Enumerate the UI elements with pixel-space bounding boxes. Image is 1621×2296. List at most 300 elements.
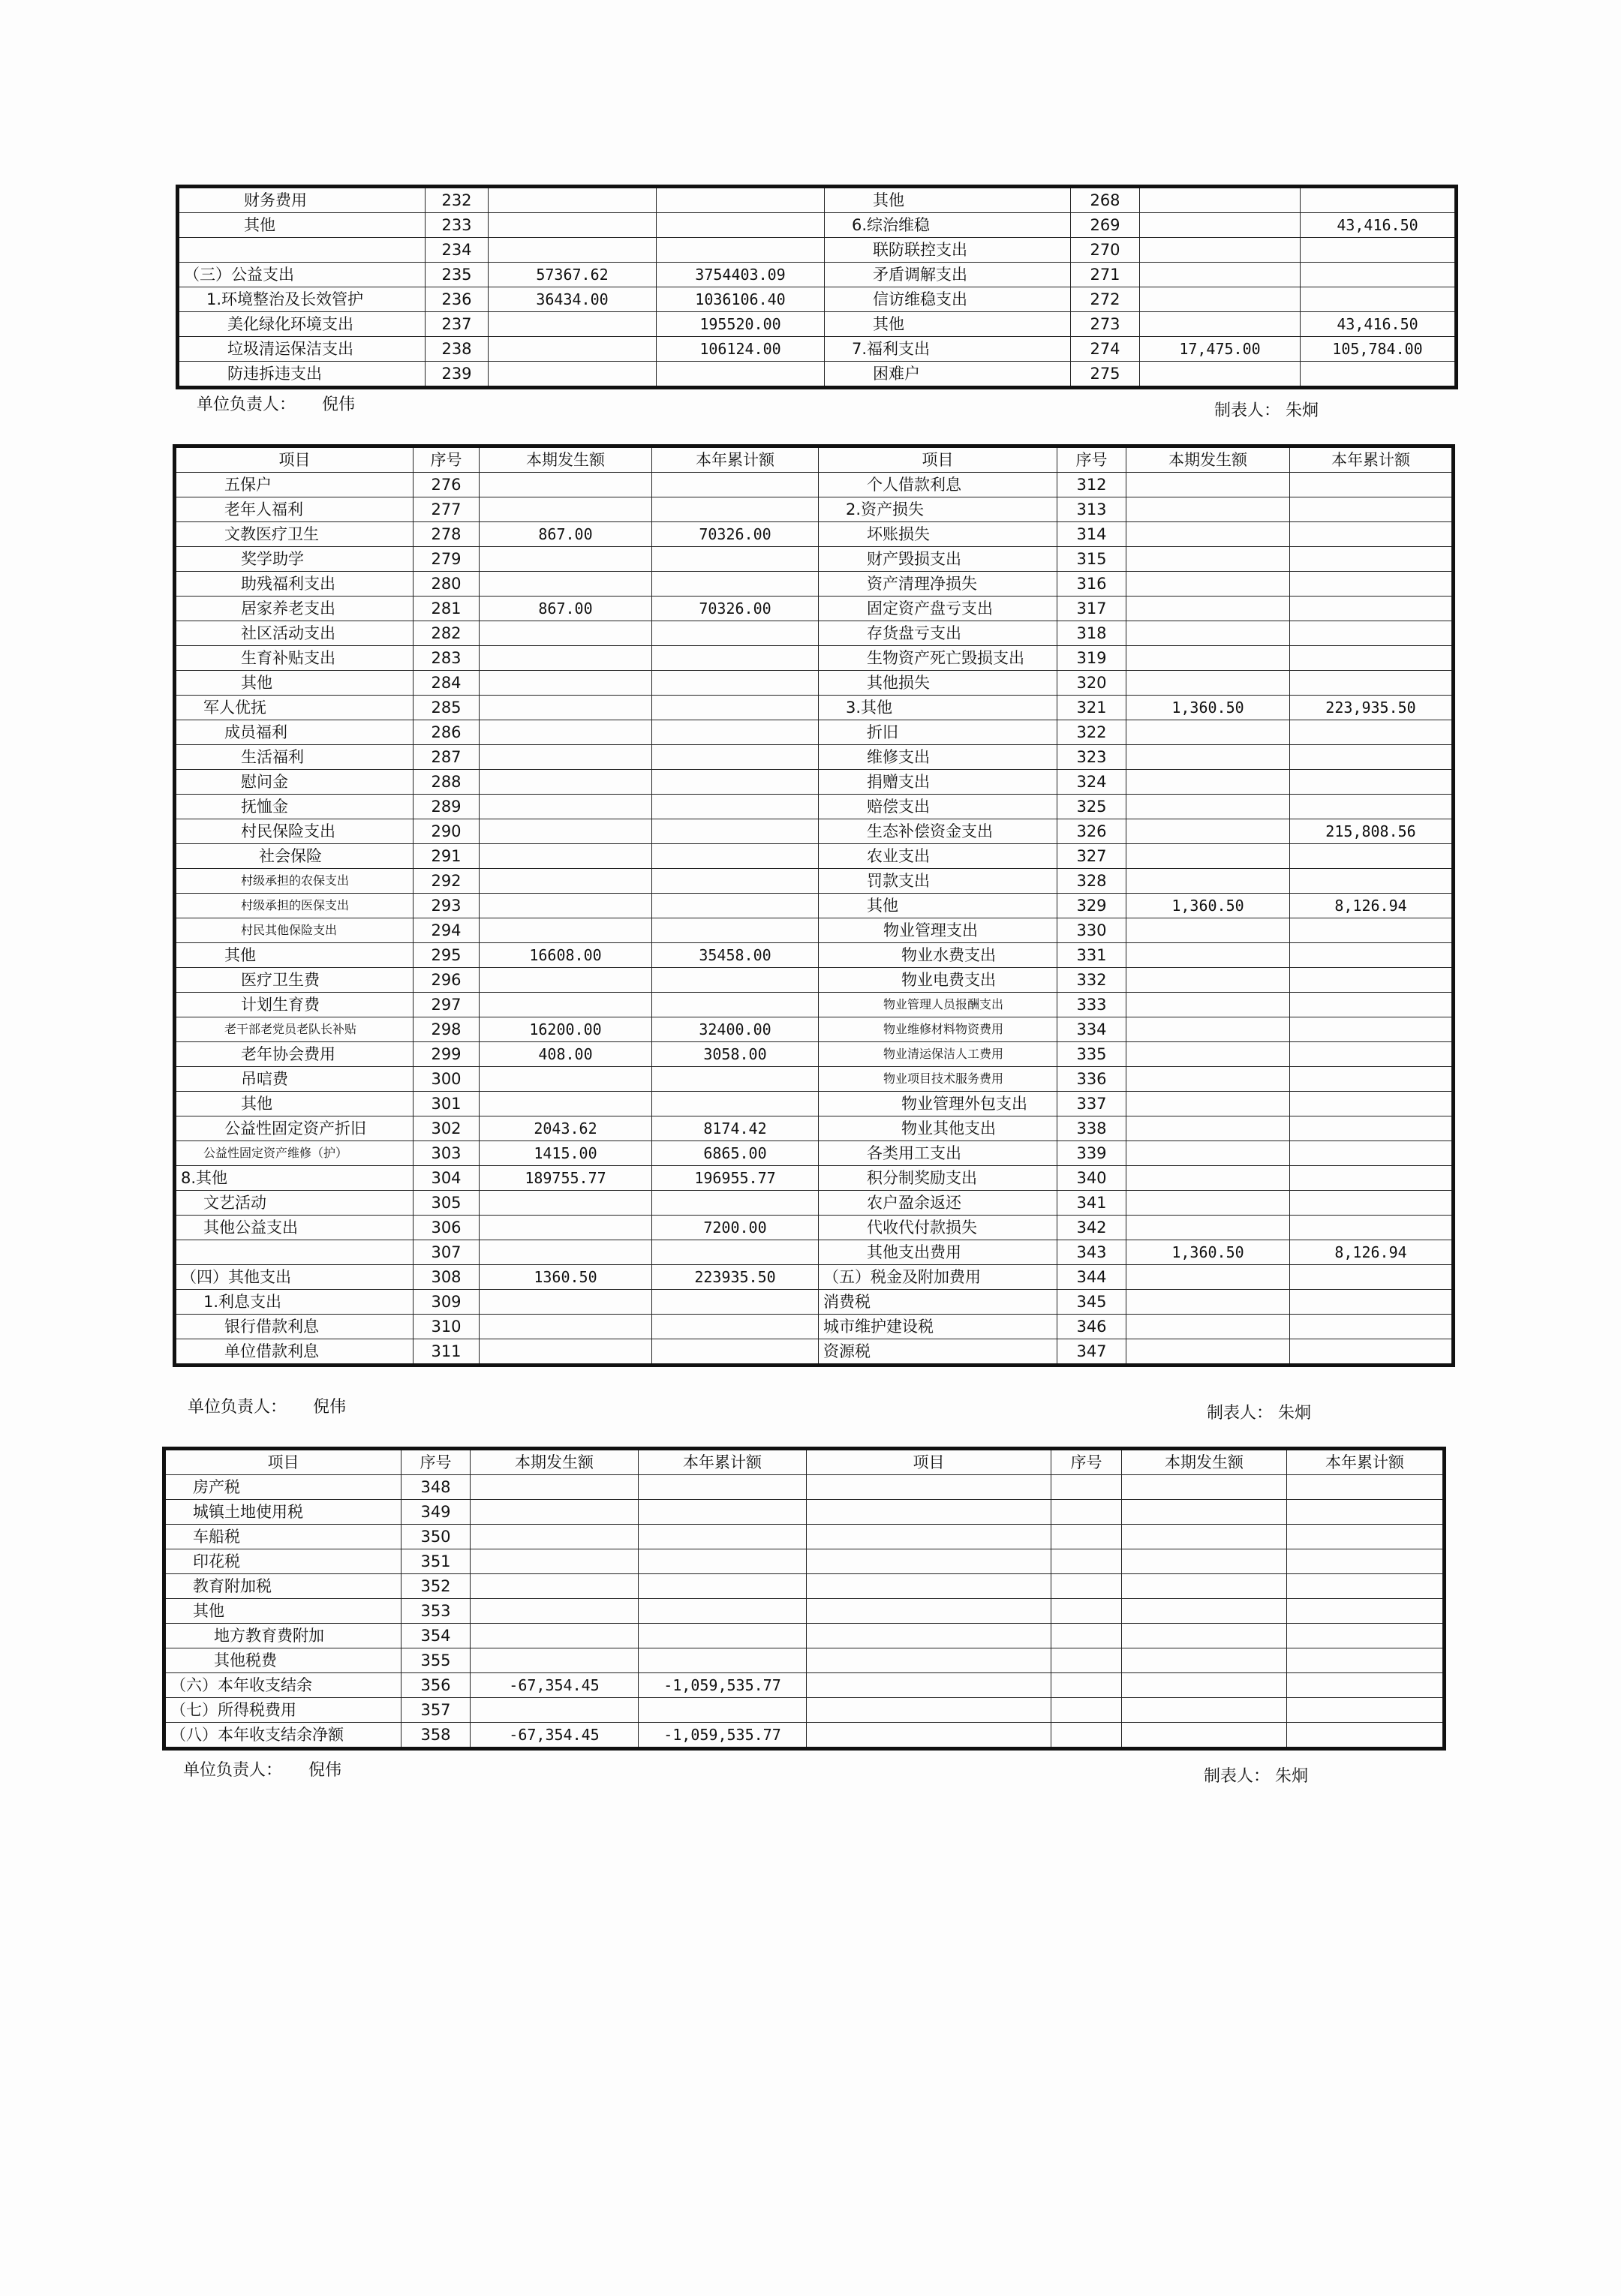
item-name-cell: 其他 (819, 894, 1057, 918)
responsible-label: 单位负责人： (188, 1398, 287, 1417)
ytd-amount-cell: 35458.00 (652, 943, 819, 968)
item-name-cell: 其他 (825, 312, 1071, 337)
ytd-amount-cell (639, 1500, 807, 1525)
current-amount-cell (1126, 646, 1290, 671)
table-row (175, 671, 1454, 696)
item-name-cell (178, 238, 426, 263)
item-name-cell (807, 1500, 1051, 1525)
current-amount-cell (471, 1698, 639, 1723)
ytd-amount-cell (652, 1315, 819, 1339)
ytd-amount-cell (1290, 1315, 1454, 1339)
row-number-cell: 349 (401, 1500, 471, 1525)
current-amount-cell (480, 1067, 652, 1092)
ytd-amount-cell: 106124.00 (657, 337, 825, 362)
row-number-cell: 319 (1057, 646, 1126, 671)
table-row (175, 1290, 1454, 1315)
current-amount-cell (480, 918, 652, 943)
current-amount-cell (1122, 1673, 1287, 1698)
current-amount-cell: 189755.77 (480, 1166, 652, 1191)
row-number-cell: 354 (401, 1624, 471, 1648)
current-amount-cell (480, 1339, 652, 1366)
ytd-amount-cell: 70326.00 (652, 522, 819, 547)
row-number-cell: 341 (1057, 1191, 1126, 1216)
row-number-cell: 282 (414, 621, 480, 646)
item-name-cell: 老年人福利 (175, 497, 414, 522)
item-name-cell: 老年协会费用 (175, 1042, 414, 1067)
item-name-cell: 消费税 (819, 1290, 1057, 1315)
preparer-label: 制表人： (1214, 401, 1281, 420)
ytd-amount-cell (1287, 1475, 1445, 1500)
row-number-cell: 271 (1071, 263, 1140, 287)
item-name-cell: 公益性固定资产维修（护） (175, 1141, 414, 1166)
current-amount-cell (1122, 1525, 1287, 1549)
current-amount-cell: 1,360.50 (1126, 1240, 1290, 1265)
row-number-cell: 270 (1071, 238, 1140, 263)
current-amount-cell: 57367.62 (489, 263, 657, 287)
item-name-cell: 社会保险 (175, 844, 414, 869)
ytd-amount-cell (1290, 1092, 1454, 1116)
row-number-cell: 301 (414, 1092, 480, 1116)
column-header: 项目 (807, 1449, 1051, 1475)
current-amount-cell (1126, 968, 1290, 993)
current-amount-cell (480, 696, 652, 720)
column-header: 项目 (819, 446, 1057, 473)
table-row (164, 1525, 1445, 1549)
item-name-cell: 助残福利支出 (175, 572, 414, 597)
row-number-cell: 338 (1057, 1116, 1126, 1141)
ytd-amount-cell: 195520.00 (657, 312, 825, 337)
preparer-name: 朱炯 (1275, 1767, 1309, 1786)
row-number-cell: 237 (426, 312, 489, 337)
current-amount-cell (1126, 993, 1290, 1017)
item-name-cell: 捐赠支出 (819, 770, 1057, 795)
table-row (175, 795, 1454, 819)
current-amount-cell (489, 187, 657, 213)
row-number-cell: 356 (401, 1673, 471, 1698)
row-number-cell: 328 (1057, 869, 1126, 894)
row-number-cell: 276 (414, 473, 480, 497)
table-row (175, 473, 1454, 497)
row-number-cell: 236 (426, 287, 489, 312)
row-number-cell: 329 (1057, 894, 1126, 918)
item-name-cell: 吊唁费 (175, 1067, 414, 1092)
responsible-label: 单位负责人： (197, 395, 296, 414)
table-row (175, 572, 1454, 597)
ytd-amount-cell (639, 1599, 807, 1624)
preparer-2 (1207, 1400, 1311, 1423)
ytd-amount-cell (1290, 795, 1454, 819)
table-row (175, 696, 1454, 720)
item-name-cell: 公益性固定资产折旧 (175, 1116, 414, 1141)
current-amount-cell: 1,360.50 (1126, 894, 1290, 918)
row-number-cell: 283 (414, 646, 480, 671)
row-number-cell (1051, 1574, 1122, 1599)
ytd-amount-cell (652, 671, 819, 696)
ytd-amount-cell (1290, 1017, 1454, 1042)
ytd-amount-cell (652, 1290, 819, 1315)
table-row (175, 869, 1454, 894)
table-row (164, 1624, 1445, 1648)
ytd-amount-cell (639, 1525, 807, 1549)
column-header: 序号 (401, 1449, 471, 1475)
ytd-amount-cell: 3754403.09 (657, 263, 825, 287)
ytd-amount-cell (1290, 572, 1454, 597)
current-amount-cell (480, 1240, 652, 1265)
row-number-cell: 281 (414, 597, 480, 621)
current-amount-cell (1126, 497, 1290, 522)
row-number-cell: 314 (1057, 522, 1126, 547)
row-number-cell (1051, 1624, 1122, 1648)
table-row (164, 1648, 1445, 1673)
column-header: 项目 (164, 1449, 401, 1475)
row-number-cell: 304 (414, 1166, 480, 1191)
ytd-amount-cell (1290, 597, 1454, 621)
item-name-cell: 1.利息支出 (175, 1290, 414, 1315)
ytd-amount-cell (1290, 1042, 1454, 1067)
item-name-cell: 2.资产损失 (819, 497, 1057, 522)
table-row (175, 547, 1454, 572)
row-number-cell: 285 (414, 696, 480, 720)
ytd-amount-cell (652, 1092, 819, 1116)
current-amount-cell (1126, 1339, 1290, 1366)
item-name-cell: 物业管理人员报酬支出 (819, 993, 1057, 1017)
current-amount-cell (1126, 1042, 1290, 1067)
ytd-amount-cell (1290, 1166, 1454, 1191)
item-name-cell: 各类用工支出 (819, 1141, 1057, 1166)
column-header: 本期发生额 (471, 1449, 639, 1475)
ytd-amount-cell (1287, 1549, 1445, 1574)
preparer-name: 朱炯 (1286, 401, 1319, 420)
table-row (178, 287, 1457, 312)
ytd-amount-cell (1287, 1500, 1445, 1525)
ytd-amount-cell: 43,416.50 (1301, 312, 1457, 337)
ytd-amount-cell (1290, 1191, 1454, 1216)
ytd-amount-cell (652, 745, 819, 770)
item-name-cell: 存货盘亏支出 (819, 621, 1057, 646)
item-name-cell: 资产清理净损失 (819, 572, 1057, 597)
item-name-cell: 维修支出 (819, 745, 1057, 770)
current-amount-cell (1126, 819, 1290, 844)
item-name-cell: 生物资产死亡毁损支出 (819, 646, 1057, 671)
ytd-amount-cell (1290, 1067, 1454, 1092)
table-row (175, 1017, 1454, 1042)
row-number-cell: 347 (1057, 1339, 1126, 1366)
item-name-cell: 3.其他 (819, 696, 1057, 720)
row-number-cell: 345 (1057, 1290, 1126, 1315)
current-amount-cell (480, 473, 652, 497)
item-name-cell: 坏账损失 (819, 522, 1057, 547)
table-row (164, 1673, 1445, 1698)
ytd-amount-cell (652, 795, 819, 819)
row-number-cell: 289 (414, 795, 480, 819)
row-number-cell: 292 (414, 869, 480, 894)
current-amount-cell: -67,354.45 (471, 1673, 639, 1698)
current-amount-cell (471, 1500, 639, 1525)
responsible-name: 倪伟 (322, 395, 356, 414)
item-name-cell (807, 1624, 1051, 1648)
responsible-label: 单位负责人： (183, 1761, 283, 1780)
ytd-amount-cell (1290, 497, 1454, 522)
current-amount-cell (489, 312, 657, 337)
table-row (178, 312, 1457, 337)
row-number-cell: 315 (1057, 547, 1126, 572)
ytd-amount-cell (1287, 1624, 1445, 1648)
row-number-cell: 293 (414, 894, 480, 918)
current-amount-cell (480, 770, 652, 795)
column-header: 项目 (175, 446, 414, 473)
row-number-cell (1051, 1698, 1122, 1723)
preparer-1 (1214, 398, 1319, 421)
item-name-cell (807, 1648, 1051, 1673)
current-amount-cell (480, 1315, 652, 1339)
current-amount-cell (1140, 187, 1301, 213)
expense-table-main (173, 444, 1455, 1367)
row-number-cell: 305 (414, 1191, 480, 1216)
current-amount-cell (1126, 1166, 1290, 1191)
current-amount-cell: 867.00 (480, 597, 652, 621)
item-name-cell: 单位借款利息 (175, 1339, 414, 1366)
row-number-cell: 284 (414, 671, 480, 696)
item-name-cell: 垃圾清运保洁支出 (178, 337, 426, 362)
row-number-cell: 302 (414, 1116, 480, 1141)
ytd-amount-cell (1290, 621, 1454, 646)
row-number-cell: 309 (414, 1290, 480, 1315)
preparer-name: 朱炯 (1278, 1404, 1312, 1423)
table-row (175, 1240, 1454, 1265)
tax-and-surplus-table (162, 1447, 1446, 1751)
current-amount-cell (480, 1216, 652, 1240)
item-name-cell: 物业清运保洁人工费用 (819, 1042, 1057, 1067)
current-amount-cell (1122, 1475, 1287, 1500)
current-amount-cell (1126, 770, 1290, 795)
item-name-cell: 银行借款利息 (175, 1315, 414, 1339)
table-row (175, 943, 1454, 968)
item-name-cell: 村民其他保险支出 (175, 918, 414, 943)
item-name-cell: 折旧 (819, 720, 1057, 745)
column-header: 序号 (1057, 446, 1126, 473)
current-amount-cell (471, 1624, 639, 1648)
item-name-cell: （七）所得税费用 (164, 1698, 401, 1723)
row-number-cell: 333 (1057, 993, 1126, 1017)
ytd-amount-cell (652, 621, 819, 646)
item-name-cell: 信访维稳支出 (825, 287, 1071, 312)
ytd-amount-cell (1290, 844, 1454, 869)
row-number-cell: 238 (426, 337, 489, 362)
ytd-amount-cell (1301, 187, 1457, 213)
row-number-cell: 296 (414, 968, 480, 993)
row-number-cell: 307 (414, 1240, 480, 1265)
table-row (178, 337, 1457, 362)
current-amount-cell (1126, 621, 1290, 646)
item-name-cell: 文教医疗卫生 (175, 522, 414, 547)
item-name-cell (807, 1549, 1051, 1574)
ytd-amount-cell (1301, 263, 1457, 287)
current-amount-cell (1122, 1574, 1287, 1599)
row-number-cell: 327 (1057, 844, 1126, 869)
item-name-cell: 医疗卫生费 (175, 968, 414, 993)
ytd-amount-cell: 8,126.94 (1290, 894, 1454, 918)
current-amount-cell (471, 1475, 639, 1500)
current-amount-cell: 408.00 (480, 1042, 652, 1067)
current-amount-cell (1122, 1723, 1287, 1749)
item-name-cell: 抚恤金 (175, 795, 414, 819)
ytd-amount-cell: 223,935.50 (1290, 696, 1454, 720)
current-amount-cell (1122, 1624, 1287, 1648)
ytd-amount-cell (1287, 1574, 1445, 1599)
ytd-amount-cell (1290, 968, 1454, 993)
row-number-cell: 275 (1071, 362, 1140, 388)
ytd-amount-cell: 215,808.56 (1290, 819, 1454, 844)
current-amount-cell (1126, 1092, 1290, 1116)
row-number-cell (1051, 1599, 1122, 1624)
current-amount-cell (1126, 844, 1290, 869)
current-amount-cell (471, 1648, 639, 1673)
current-amount-cell (489, 213, 657, 238)
ytd-amount-cell (639, 1549, 807, 1574)
item-name-cell: 资源税 (819, 1339, 1057, 1366)
preparer-3 (1204, 1763, 1308, 1787)
ytd-amount-cell (1290, 1116, 1454, 1141)
item-name-cell: 其他 (175, 1092, 414, 1116)
current-amount-cell (1126, 869, 1290, 894)
ytd-amount-cell (652, 869, 819, 894)
row-number-cell: 303 (414, 1141, 480, 1166)
current-amount-cell (480, 745, 652, 770)
ytd-amount-cell (652, 696, 819, 720)
row-number-cell (1051, 1673, 1122, 1698)
row-number-cell: 317 (1057, 597, 1126, 621)
item-name-cell: 其他公益支出 (175, 1216, 414, 1240)
table-row (175, 1116, 1454, 1141)
current-amount-cell (480, 720, 652, 745)
item-name-cell: 联防联控支出 (825, 238, 1071, 263)
row-number-cell: 340 (1057, 1166, 1126, 1191)
item-name-cell: 老干部老党员老队长补贴 (175, 1017, 414, 1042)
item-name-cell: 物业水费支出 (819, 943, 1057, 968)
ytd-amount-cell (1287, 1673, 1445, 1698)
current-amount-cell (1126, 1216, 1290, 1240)
ytd-amount-cell (652, 547, 819, 572)
ytd-amount-cell (652, 819, 819, 844)
ytd-amount-cell (1290, 522, 1454, 547)
item-name-cell: 文艺活动 (175, 1191, 414, 1216)
row-number-cell: 311 (414, 1339, 480, 1366)
row-number-cell: 291 (414, 844, 480, 869)
ytd-amount-cell (1287, 1723, 1445, 1749)
current-amount-cell (1140, 312, 1301, 337)
ytd-amount-cell: 43,416.50 (1301, 213, 1457, 238)
item-name-cell (807, 1574, 1051, 1599)
table-row (175, 522, 1454, 547)
item-name-cell: 代收代付款损失 (819, 1216, 1057, 1240)
ytd-amount-cell (639, 1624, 807, 1648)
current-amount-cell (1126, 1191, 1290, 1216)
current-amount-cell (1126, 943, 1290, 968)
current-amount-cell: 17,475.00 (1140, 337, 1301, 362)
current-amount-cell (480, 869, 652, 894)
row-number-cell (1051, 1648, 1122, 1673)
ytd-amount-cell (639, 1475, 807, 1500)
row-number-cell: 353 (401, 1599, 471, 1624)
table-row (175, 720, 1454, 745)
row-number-cell: 232 (426, 187, 489, 213)
row-number-cell: 272 (1071, 287, 1140, 312)
ytd-amount-cell (652, 1067, 819, 1092)
current-amount-cell (1126, 1265, 1290, 1290)
ytd-amount-cell: 70326.00 (652, 597, 819, 621)
table-row (178, 238, 1457, 263)
ytd-amount-cell (1290, 1265, 1454, 1290)
table-row (175, 1067, 1454, 1092)
item-name-cell: 城市维护建设税 (819, 1315, 1057, 1339)
ytd-amount-cell (1290, 1339, 1454, 1366)
current-amount-cell (1122, 1549, 1287, 1574)
item-name-cell (807, 1599, 1051, 1624)
current-amount-cell (1140, 362, 1301, 388)
current-amount-cell (1126, 547, 1290, 572)
current-amount-cell (489, 337, 657, 362)
current-amount-cell (1140, 238, 1301, 263)
row-number-cell: 335 (1057, 1042, 1126, 1067)
ytd-amount-cell (1290, 720, 1454, 745)
ytd-amount-cell: 6865.00 (652, 1141, 819, 1166)
table-row (164, 1723, 1445, 1749)
current-amount-cell (1126, 720, 1290, 745)
item-name-cell (807, 1723, 1051, 1749)
item-name-cell: 物业项目技术服务费用 (819, 1067, 1057, 1092)
ytd-amount-cell (1301, 362, 1457, 388)
item-name-cell: 房产税 (164, 1475, 401, 1500)
current-amount-cell: 1415.00 (480, 1141, 652, 1166)
ytd-amount-cell (639, 1648, 807, 1673)
item-name-cell (175, 1240, 414, 1265)
current-amount-cell (480, 646, 652, 671)
table-row (175, 993, 1454, 1017)
ytd-amount-cell (652, 918, 819, 943)
table-row (175, 1092, 1454, 1116)
current-amount-cell (480, 1092, 652, 1116)
row-number-cell: 324 (1057, 770, 1126, 795)
item-name-cell: 防违拆违支出 (178, 362, 426, 388)
ytd-amount-cell: 3058.00 (652, 1042, 819, 1067)
current-amount-cell (1126, 1067, 1290, 1092)
table-row (178, 263, 1457, 287)
item-name-cell: 赔偿支出 (819, 795, 1057, 819)
item-name-cell: 其他税费 (164, 1648, 401, 1673)
ytd-amount-cell (652, 844, 819, 869)
item-name-cell: 矛盾调解支出 (825, 263, 1071, 287)
current-amount-cell (480, 547, 652, 572)
current-amount-cell: -67,354.45 (471, 1723, 639, 1749)
responsible-name: 倪伟 (308, 1761, 342, 1780)
row-number-cell: 342 (1057, 1216, 1126, 1240)
ytd-amount-cell (1287, 1525, 1445, 1549)
current-amount-cell (471, 1599, 639, 1624)
item-name-cell: （五）税金及附加费用 (819, 1265, 1057, 1290)
current-amount-cell (489, 238, 657, 263)
ytd-amount-cell (652, 968, 819, 993)
ytd-amount-cell: 196955.77 (652, 1166, 819, 1191)
row-number-cell: 290 (414, 819, 480, 844)
item-name-cell: 军人优抚 (175, 696, 414, 720)
current-amount-cell (1126, 1141, 1290, 1166)
row-number-cell: 295 (414, 943, 480, 968)
item-name-cell: 物业电费支出 (819, 968, 1057, 993)
row-number-cell: 279 (414, 547, 480, 572)
column-header: 本期发生额 (1126, 446, 1290, 473)
row-number-cell: 357 (401, 1698, 471, 1723)
item-name-cell: 其他 (175, 943, 414, 968)
